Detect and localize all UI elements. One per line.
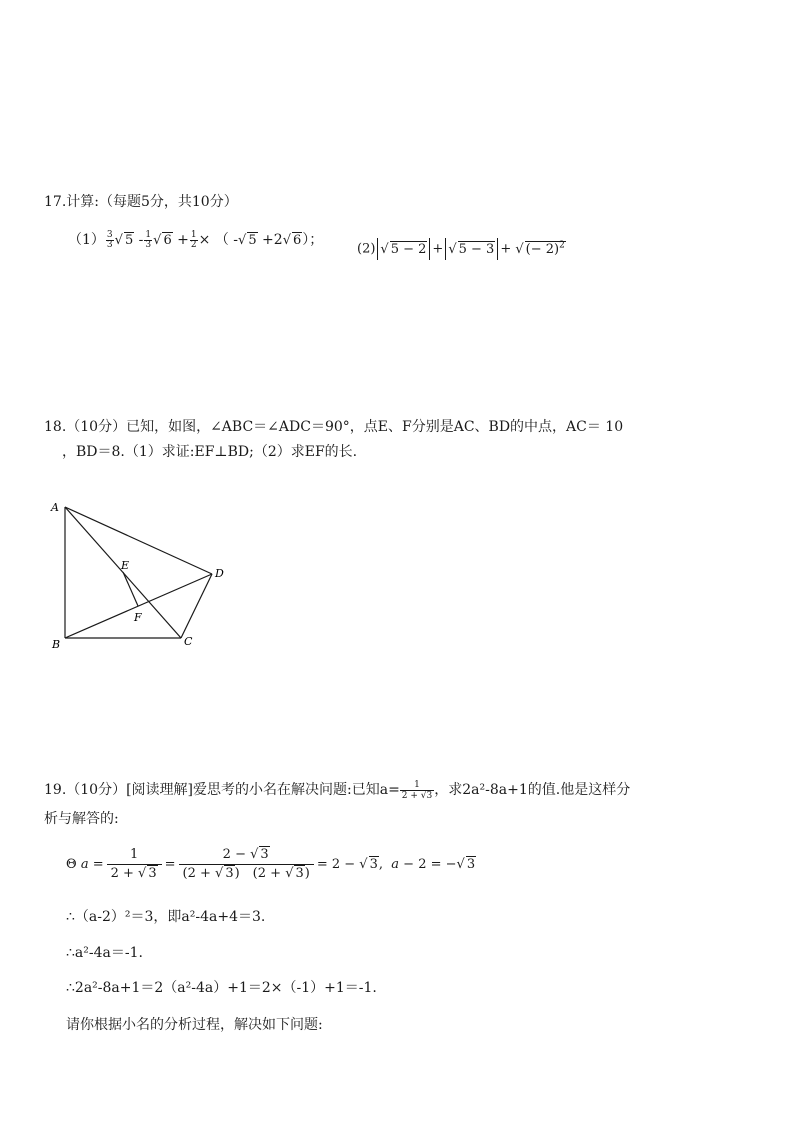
because-icon: Θ [66, 857, 77, 872]
segment-bd [65, 574, 212, 638]
label-a: A [51, 501, 59, 514]
label-d: D [215, 567, 224, 580]
label-c: C [184, 635, 193, 648]
q17-title: 17.计算:（每题5分，共10分） [44, 194, 238, 210]
q19-line1-b: ，求2a²-8a+1的值.他是这样分 [434, 782, 631, 798]
q17-part1: （1） $\frac{3}{3}$ √ 5 - $\frac{1}{3}$ √ 6 + $\frac{1}{2}$ × （ -√ 5 +2√ 6）； [68, 229, 324, 250]
label-f: F [134, 611, 142, 624]
q17-part2-label: (2) [357, 241, 376, 257]
label-e: E [121, 559, 130, 572]
segment-ad [65, 507, 212, 574]
q19-step2: ∴（a-2）²＝3，即a²-4a+4＝3. [66, 909, 266, 925]
q18-line2: ，BD＝8.（1）求证:EF⊥BD;（2）求EF的长. [62, 444, 358, 460]
geometry-figure [40, 495, 240, 655]
label-b: B [52, 638, 61, 651]
q19-line1 [44, 779, 630, 801]
q17-part2: (2) √ 5 − 2 + √ 5 − 3 + √ (− 2)$^2$ [357, 238, 566, 260]
q19-line2: 析与解答的: [44, 811, 119, 827]
fraction-1-2: $\frac{1}{2}$ [190, 229, 197, 250]
fraction-3-3: $\frac{3}{3}$ [106, 229, 113, 250]
q17-part1-label: （1） [68, 232, 105, 248]
segment-ef [123, 572, 138, 606]
q19-step4: ∴2a²-8a+1＝2（a²-4a）+1＝2×（-1）+1＝-1. [66, 980, 377, 996]
q19-prompt: 请你根据小名的分析过程，解决如下问题: [66, 1017, 323, 1033]
fraction-1-over-2-plus-root3: $\frac{1}{2 + √3}$ [401, 779, 433, 801]
q18-line1: 18.（10分）已知，如图，∠ABC＝∠ADC＝90°，点E、F分别是AC、BD的中点，AC＝ 10 [44, 419, 624, 435]
segment-dc [181, 574, 212, 638]
fraction-1-3: $\frac{1}{3}$ [145, 229, 152, 250]
q19-step1: Θ a = $\frac{1}{2 + √ 3}$ = $\frac{2 - √ 3}{(2 + √ 3) (2 + √ 3)}$ = 2 − √ 3, a − 2 = −√ 3 [66, 847, 476, 881]
q19-line1-a: 19.（10分）[阅读理解]爱思考的小名在解决问题:已知a= [44, 782, 400, 798]
q17-semicolon: ； [309, 232, 324, 248]
q19-step3: ∴a²-4a＝-1. [66, 945, 143, 961]
